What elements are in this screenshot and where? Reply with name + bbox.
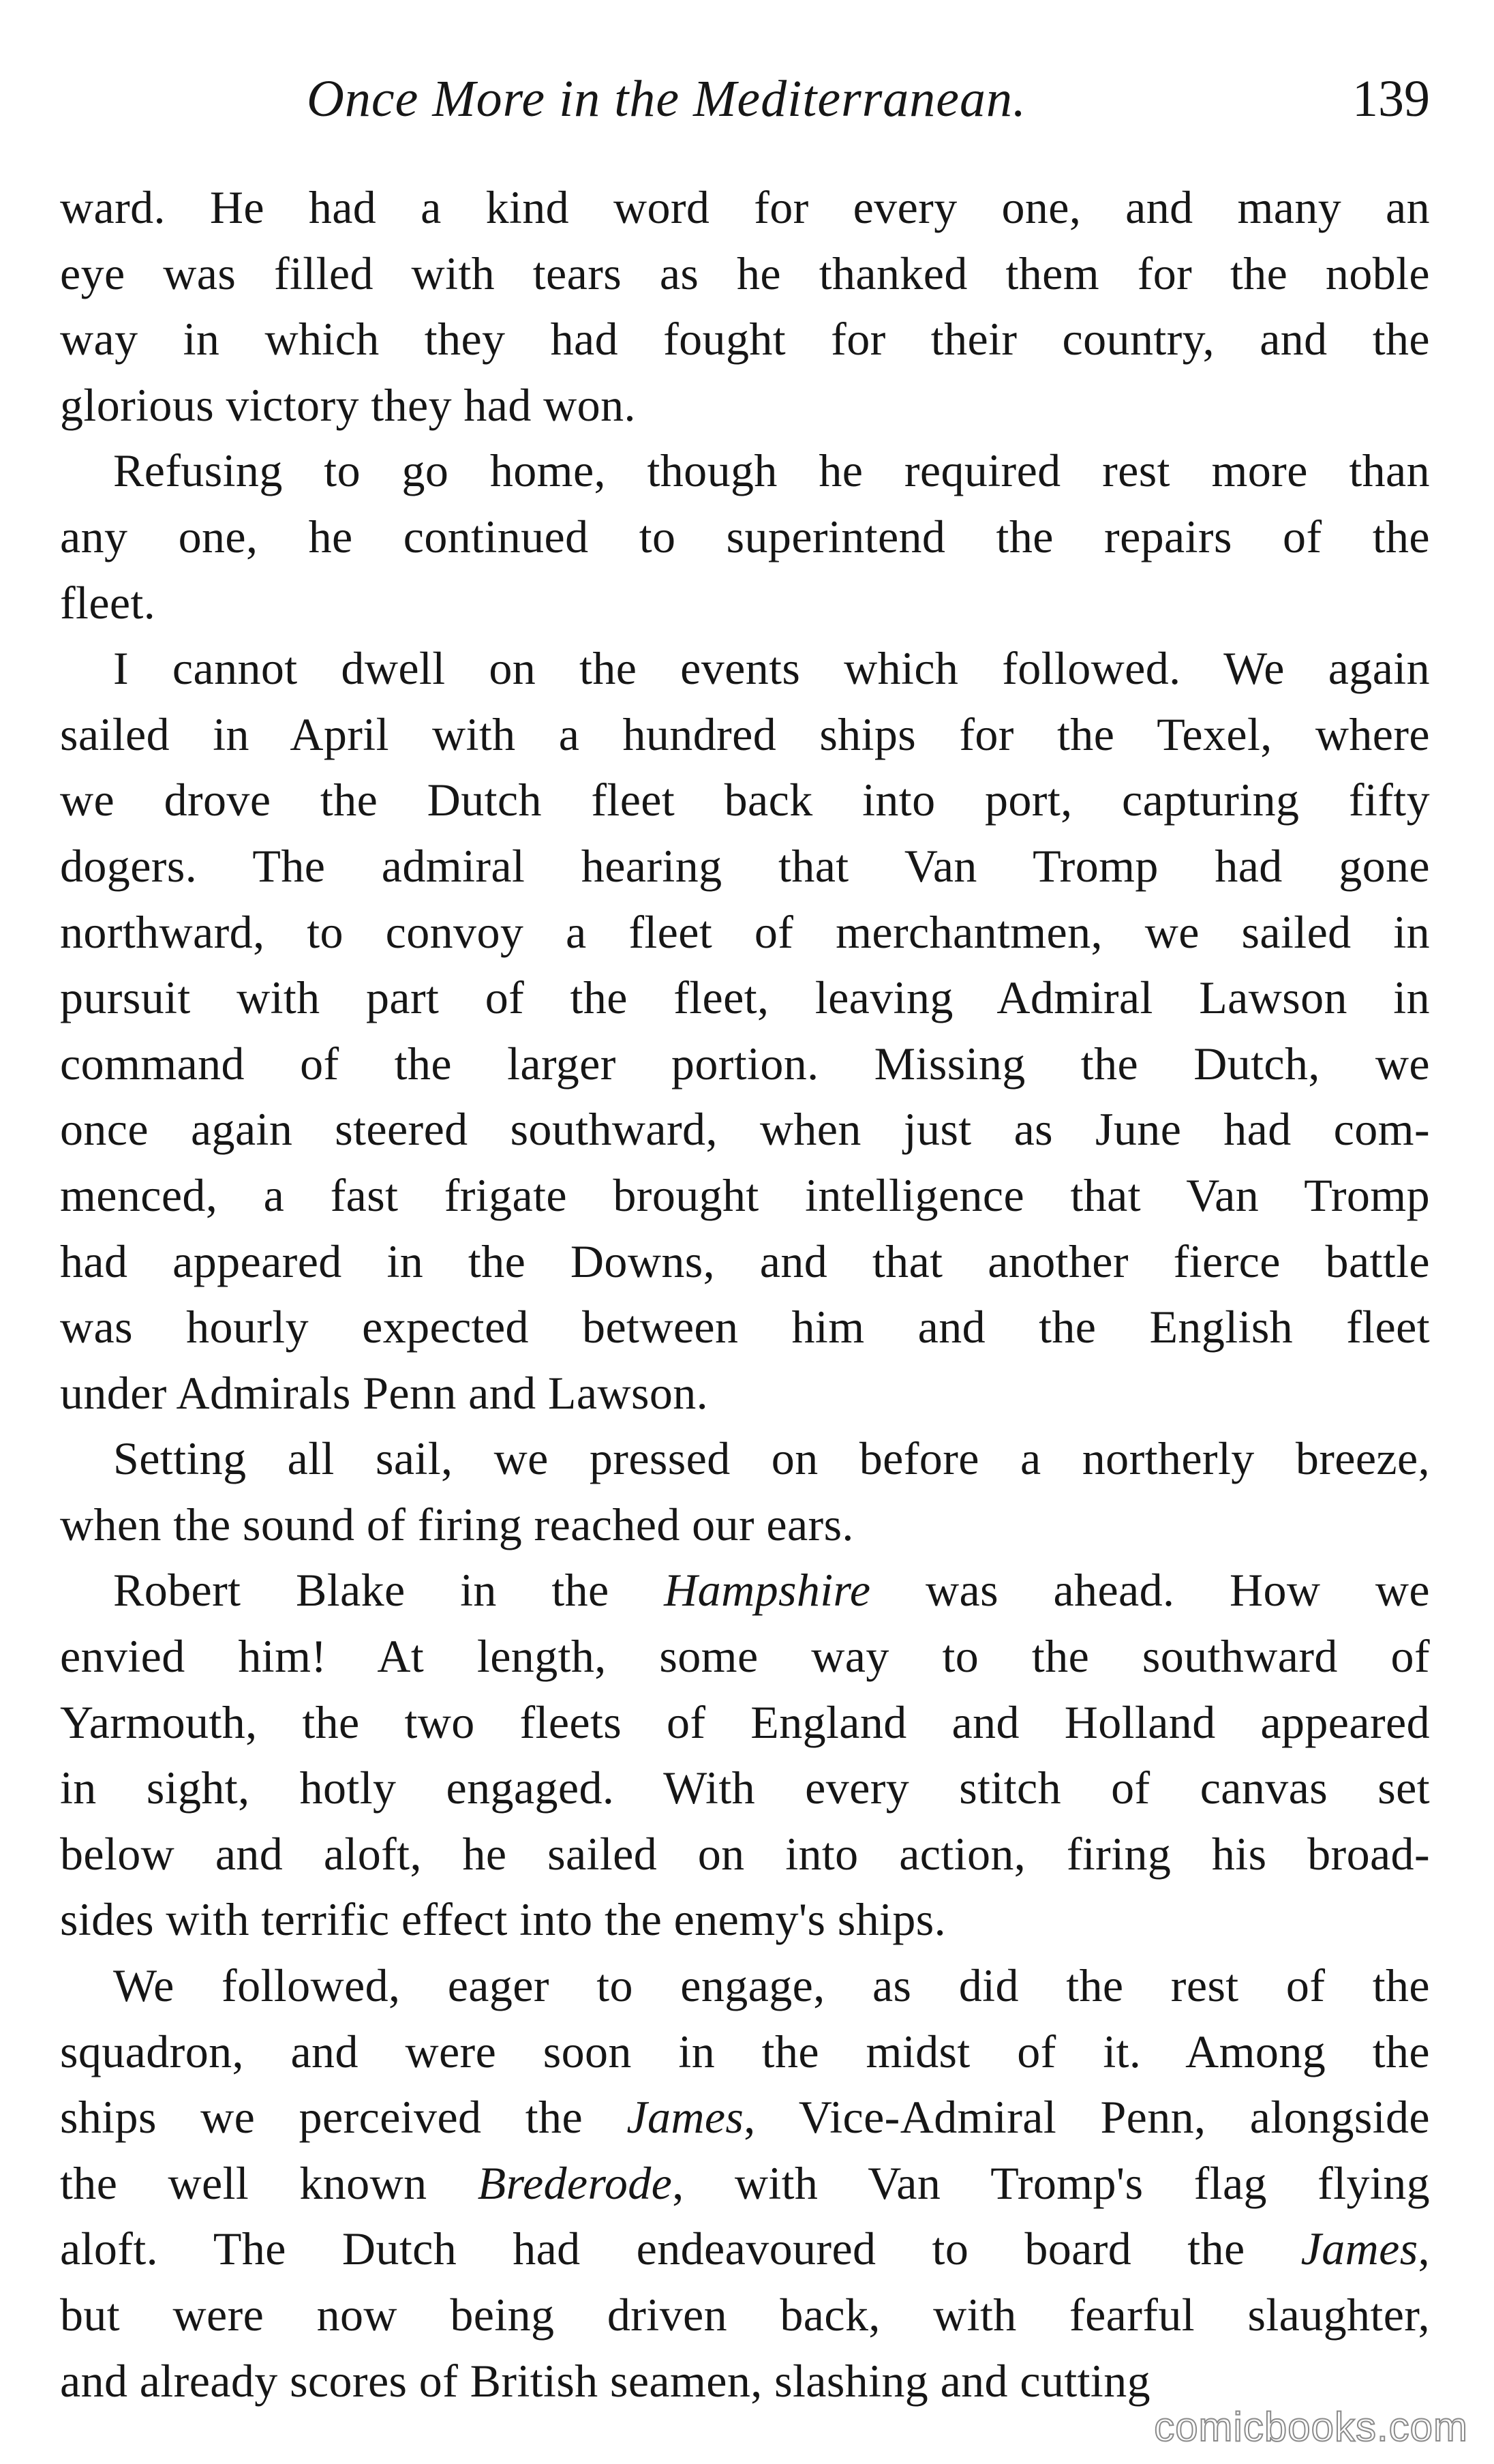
text-line: was hourly expected between him and the English fleet — [60, 1301, 1430, 1353]
text-line: once again steered southward, when just as June had com- — [60, 1103, 1430, 1156]
page-number: 139 — [1352, 70, 1430, 127]
text-line: below and aloft, he sailed on into action, firing his broad- — [60, 1827, 1430, 1880]
text-line: command of the larger portion. Missing the Dutch, we — [60, 1037, 1430, 1090]
text-line: glorious victory they had won. — [60, 378, 636, 431]
text-line: we drove the Dutch fleet back into port, capturing fifty — [60, 774, 1430, 826]
text-line: dogers. The admiral hearing that Van Tromp had gone — [60, 839, 1430, 892]
text-line: ships we perceived the James, Vice-Admiral Penn, alongside — [60, 2091, 1430, 2144]
text-line: when the sound of firing reached our ears. — [60, 1498, 854, 1550]
text-line: sailed in April with a hundred ships for the Texel, where — [60, 708, 1430, 760]
text-line: sides with terrific effect into the enemy's ships. — [60, 1893, 947, 1946]
paragraph — [60, 1426, 1430, 1557]
paragraph — [60, 175, 1430, 438]
text-line: pursuit with part of the fleet, leaving Admiral Lawson in — [60, 972, 1430, 1024]
paragraph — [60, 1953, 1430, 2414]
text-line: Robert Blake in the Hampshire was ahead. How we — [113, 1564, 1430, 1617]
watermark: comicbooks.com — [1154, 2404, 1468, 2450]
text-line: Yarmouth, the two fleets of England and Holland appeared — [60, 1696, 1430, 1748]
text-line: way in which they had fought for their country, and the — [60, 313, 1430, 365]
text-line: under Admirals Penn and Lawson. — [60, 1366, 709, 1419]
text-line: northward, to convoy a fleet of merchantmen, we sailed in — [60, 905, 1430, 958]
text-line: Setting all sail, we pressed on before a northerly breeze, — [113, 1432, 1430, 1485]
paragraph — [60, 1557, 1430, 1953]
text-line: I cannot dwell on the events which followed. We again — [113, 642, 1430, 695]
book-page — [60, 55, 1430, 2414]
text-line: but were now being driven back, with fearful slaughter, — [60, 2289, 1430, 2341]
paragraph — [60, 635, 1430, 1426]
text-line: had appeared in the Downs, and that another fierce battle — [60, 1235, 1430, 1287]
text-line: any one, he continued to superintend the repairs of the — [60, 510, 1430, 562]
text-line: in sight, hotly engaged. With every stitch of canvas set — [60, 1762, 1430, 1814]
text-line: the well known Brederode, with Van Tromp's flag flying — [60, 2157, 1430, 2209]
text-line: menced, a fast frigate brought intelligence that Van Tromp — [60, 1169, 1430, 1221]
text-line: We followed, eager to engage, as did the rest of the — [113, 1959, 1430, 2012]
text-line: eye was filled with tears as he thanked them for the noble — [60, 247, 1430, 299]
text-line: aloft. The Dutch had endeavoured to board the James, — [60, 2223, 1430, 2275]
running-head — [60, 55, 1430, 143]
text-line: squadron, and were soon in the midst of it. Among the — [60, 2025, 1430, 2077]
text-line: ward. He had a kind word for every one, and many an — [60, 181, 1430, 233]
text-line: envied him! At length, some way to the southward of — [60, 1630, 1430, 1683]
paragraph — [60, 438, 1430, 635]
running-title: Once More in the Mediterranean. — [307, 70, 1026, 127]
text-line: fleet. — [60, 576, 156, 629]
body-text — [60, 175, 1430, 2414]
text-line: Refusing to go home, though he required rest more than — [113, 445, 1430, 497]
text-line: and already scores of British seamen, slashing and cutting — [60, 2354, 1151, 2407]
